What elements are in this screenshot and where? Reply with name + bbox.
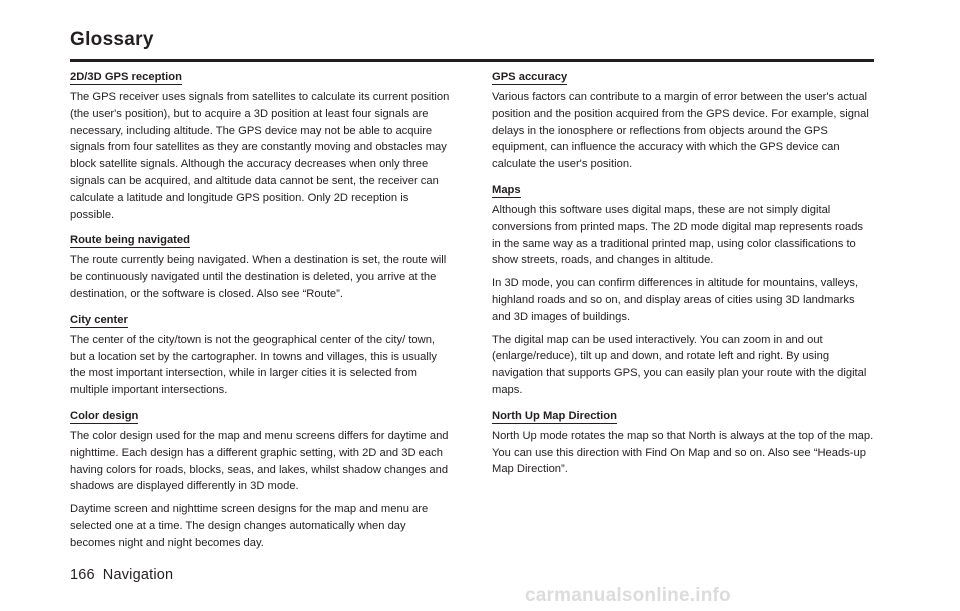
glossary-entry — [70, 229, 452, 302]
glossary-entry — [70, 309, 452, 399]
page-footer — [70, 567, 181, 583]
glossary-entry — [70, 405, 452, 552]
glossary-entry — [70, 66, 452, 223]
glossary-entry — [492, 179, 874, 399]
glossary-definition: North Up mode rotates the map so that North is always at the top of the map. You can use this direction with Find On Map and so on. Also see “Heads-up Map Direction”. — [492, 429, 874, 476]
glossary-entry — [492, 405, 874, 478]
glossary-term: North Up Map Direction — [492, 409, 617, 422]
left-column — [70, 66, 452, 558]
glossary-term: 2D/3D GPS reception — [70, 71, 182, 83]
glossary-term: City center — [70, 313, 128, 326]
title-rule — [70, 59, 874, 62]
watermark: carmanualsonline.info — [525, 585, 731, 606]
glossary-term: Route being navigated — [70, 234, 190, 247]
glossary-definition: The digital map can be used interactively. You can zoom in and out (enlarge/reduce), tilt up and down, and rotate left and right. By using navigation that supports GPS, you can easily plan your route with the digital maps. — [492, 333, 867, 396]
glossary-definition: The GPS receiver uses signals from satellites to calculate its current position (the user's position), but to acquire a 3D position at least four signals are necessary, including altitude. The GPS device may not be able to acquire signals from four satellites as they are constantly moving and obstacles may block satellite signals. Although the accuracy decreases when only three signals can be acquired, and altitude data cannot be sent, the receiver can calculate a latitude and longitude GPS position. Only 2D reception is possible. — [70, 91, 450, 221]
glossary-definition: The center of the city/town is not the geographical center of the city/ town, but a location set by the cartographer. In towns and villages, this is usually the most important intersection, while in larger cities it is selected from multiple important intersections. — [70, 333, 437, 397]
glossary-definition: Although this software uses digital maps, these are not simply digital conversions from printed maps. The 2D mode digital map represents roads in the same way as a traditional printed map, using color classifications to show streets, roads, and changes in altitude. — [492, 203, 864, 267]
glossary-definition: Various factors can contribute to a margin of error between the user's actual position and the position acquired from the GPS device. For example, signal delays in the ionosphere or reflections from objects around the GPS equipment, can influence the accuracy with which the GPS device can calculate the user's position. — [492, 91, 869, 171]
page-title: Glossary — [70, 29, 154, 50]
glossary-term: Color design — [70, 409, 139, 422]
glossary-entry — [492, 66, 874, 173]
glossary-definition: The color design used for the map and menu screens differs for daytime and nighttime. Each design has a different graphic setting, with 2D and 3D each having colors for roads, blocks, seas, and lakes, whilst shadow changes and shadows are displayed differently in 3D mode. — [70, 429, 449, 493]
glossary-term: GPS accuracy — [492, 71, 568, 83]
glossary-term: Maps — [492, 183, 521, 196]
glossary-definition: Daytime screen and nighttime screen designs for the map and menu are selected one at a time. The design changes automatically when day becomes night and night becomes day. — [70, 503, 429, 549]
glossary-definition: In 3D mode, you can confirm differences in altitude for mountains, valleys, highland roads and so on, and display areas of cities using 3D landmarks and 3D images of buildings. — [492, 277, 859, 323]
glossary-definition: The route currently being navigated. When a destination is set, the route will be continuously navigated until the destination is deleted, you arrive at the destination, or the software is closed. Also see “Route”. — [70, 254, 447, 300]
page-number: 166 — [70, 567, 95, 583]
section-name: Navigation — [102, 567, 174, 583]
right-column — [492, 66, 874, 484]
